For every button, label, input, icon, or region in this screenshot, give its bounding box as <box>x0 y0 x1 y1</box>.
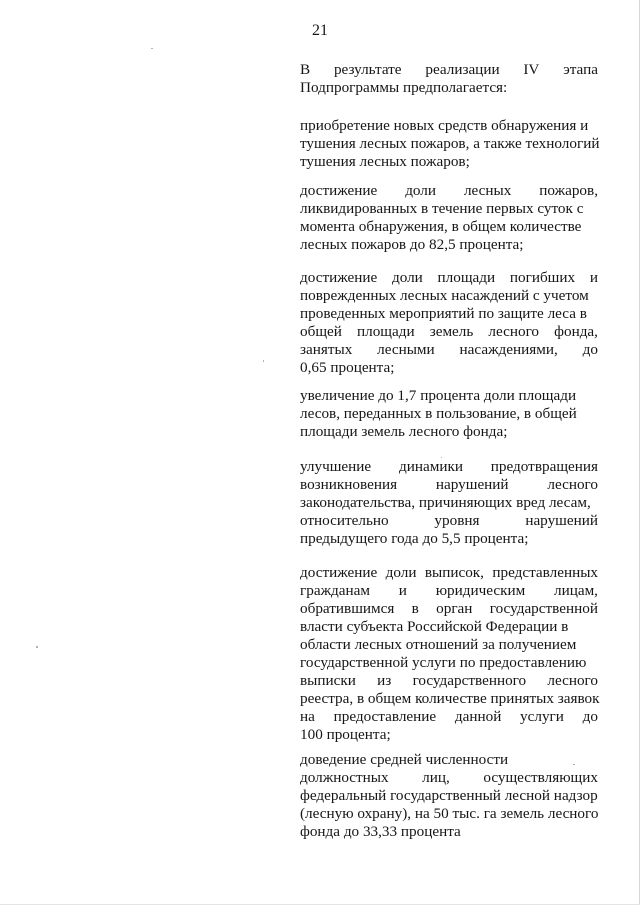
word: до <box>582 708 598 725</box>
word: уровня <box>434 512 480 529</box>
text-line: приобретение новых средств обнаружения и <box>300 117 589 134</box>
word: доли <box>385 564 417 581</box>
word: лесных <box>463 182 512 199</box>
word: реализации <box>425 61 500 78</box>
text-line: предыдущего года до 5,5 процента; <box>300 530 529 547</box>
word: фонда, <box>554 323 598 340</box>
word: услуги <box>520 708 564 725</box>
word: лесного <box>488 323 540 340</box>
text-line: тушения лесных пожаров; <box>300 153 470 170</box>
word: осуществляющих <box>483 769 598 786</box>
word: представленных <box>492 564 598 581</box>
word: обратившимся <box>300 600 395 617</box>
text-line: увеличение до 1,7 процента доли площади <box>300 387 577 404</box>
text-line <box>300 600 598 618</box>
word: выписки <box>300 672 356 689</box>
text-line: законодательства, причиняющих вред лесам, <box>300 494 591 511</box>
word: на <box>300 708 315 725</box>
word: доли <box>391 269 423 286</box>
text-line <box>300 341 598 359</box>
word: достижение <box>300 564 378 581</box>
word: государственной <box>489 600 598 617</box>
word: насаждениями, <box>459 341 558 358</box>
text-line: государственной услуги по предоставлению <box>300 654 587 671</box>
word: динамики <box>399 458 463 475</box>
word: гражданам <box>300 582 371 599</box>
text-line <box>300 323 598 341</box>
word: из <box>377 672 392 689</box>
text-line: лесных пожаров до 82,5 процента; <box>300 236 524 253</box>
text-line <box>300 269 598 287</box>
text-line: момента обнаружения, в общем количестве <box>300 218 582 235</box>
word: относительно <box>300 512 389 529</box>
word: должностных <box>300 769 389 786</box>
word: данной <box>454 708 502 725</box>
text-line: ликвидированных в течение первых суток с <box>300 200 584 217</box>
text-line: поврежденных лесных насаждений с учетом <box>300 287 589 304</box>
word: земель <box>429 323 474 340</box>
word: IV <box>523 61 540 78</box>
text-line: области лесных отношений за получением <box>300 636 577 653</box>
scan-speck <box>573 764 575 765</box>
word: пожаров, <box>539 182 598 199</box>
word: достижение <box>300 182 378 199</box>
word: лесного <box>547 672 598 689</box>
word: нарушений <box>435 476 509 493</box>
text-line: Подпрограммы предполагается: <box>300 79 508 96</box>
paragraph-leased-area <box>300 387 598 441</box>
word: достижение <box>300 269 378 286</box>
paragraph-staffing <box>300 751 598 841</box>
text-line <box>300 458 598 476</box>
scan-speck <box>441 457 442 458</box>
text-line <box>300 564 598 582</box>
word: и <box>589 269 598 286</box>
scan-speck <box>263 360 264 362</box>
text-line: федеральный государственный лесной надзор <box>300 787 598 804</box>
word: до <box>582 341 598 358</box>
text-line <box>300 61 598 79</box>
paragraph-violations <box>300 458 598 548</box>
text-line: фонда до 33,33 процента <box>300 823 461 840</box>
word: лесными <box>377 341 435 358</box>
text-line <box>300 476 598 494</box>
word: и <box>398 582 407 599</box>
scan-speck <box>36 646 38 648</box>
word: государственного <box>412 672 527 689</box>
word: нарушений <box>525 512 598 529</box>
text-line: доведение средней численности <box>300 751 509 768</box>
paragraph-extracts <box>300 564 598 744</box>
word: выписок, <box>424 564 484 581</box>
word: этапа <box>563 61 598 78</box>
page-number: 21 <box>312 22 328 39</box>
paragraph-intro <box>300 61 598 97</box>
word: площади <box>357 323 415 340</box>
word: доли <box>405 182 437 199</box>
text-line: 0,65 процента; <box>300 359 395 376</box>
word: результате <box>333 61 402 78</box>
word: возникновения <box>300 476 398 493</box>
text-line <box>300 708 598 726</box>
text-line: 100 процента; <box>300 726 391 743</box>
word: площади <box>437 269 496 286</box>
word: занятых <box>300 341 353 358</box>
word: предотвращения <box>490 458 598 475</box>
scan-speck <box>151 48 153 49</box>
text-line: площади земель лесного фонда; <box>300 423 508 440</box>
paragraph-fire-share <box>300 182 598 254</box>
word: лицам, <box>554 582 598 599</box>
paragraph-damaged-area <box>300 269 598 377</box>
word: погибших <box>509 269 576 286</box>
text-line <box>300 672 598 690</box>
text-line <box>300 512 598 530</box>
word: лесного <box>547 476 598 493</box>
text-line: (лесную охрану), на 50 тыс. га земель лесного <box>300 805 599 822</box>
word: улучшение <box>300 458 372 475</box>
text-line <box>300 769 598 787</box>
text-line: проведенных мероприятий по защите леса в <box>300 305 587 322</box>
word: орган <box>436 600 473 617</box>
paragraph-acquisition <box>300 117 598 171</box>
text-line: реестра, в общем количестве принятых заявок <box>300 690 600 707</box>
text-line: тушения лесных пожаров, а также технологий <box>300 135 600 152</box>
word: лиц, <box>422 769 450 786</box>
text-line: лесов, переданных в пользование, в общей <box>300 405 577 422</box>
text-line <box>300 182 598 200</box>
word: предоставление <box>333 708 437 725</box>
word: общей <box>300 323 342 340</box>
text-line: власти субъекта Российской Федерации в <box>300 618 569 635</box>
word: В <box>300 61 311 78</box>
word: юридическим <box>435 582 526 599</box>
text-line <box>300 582 598 600</box>
word: в <box>411 600 419 617</box>
